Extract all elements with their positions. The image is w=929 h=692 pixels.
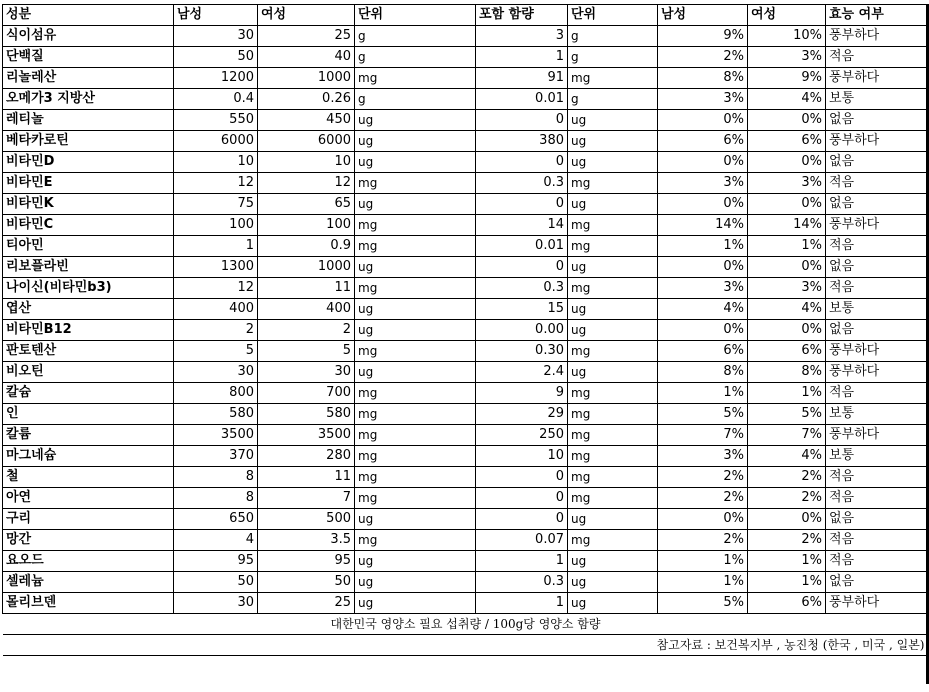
- cell-content-unit: ug: [568, 509, 658, 530]
- cell-male: 6000: [174, 131, 258, 152]
- cell-component: 단백질: [3, 47, 174, 68]
- table-row: [3, 446, 929, 467]
- cell-female: 0.26: [258, 89, 355, 110]
- cell-content: 1: [476, 593, 568, 614]
- header-female-pct: 여성: [748, 5, 826, 26]
- cell-content-unit: mg: [568, 467, 658, 488]
- cell-male-pct: 0%: [658, 509, 748, 530]
- cell-male: 1: [174, 236, 258, 257]
- cell-content: 0: [476, 257, 568, 278]
- footer-note: 대한민국 영양소 필요 섭취량 / 100g당 영양소 함량: [3, 614, 929, 635]
- cell-content-unit: mg: [568, 383, 658, 404]
- table-row: [3, 320, 929, 341]
- cell-female-pct: 3%: [748, 47, 826, 68]
- cell-female: 25: [258, 26, 355, 47]
- cell-content-unit: ug: [568, 593, 658, 614]
- cell-efficacy: 적음: [826, 173, 929, 194]
- cell-content: 0.3: [476, 173, 568, 194]
- cell-female: 450: [258, 110, 355, 131]
- cell-efficacy: 보통: [826, 299, 929, 320]
- cell-male: 50: [174, 47, 258, 68]
- table-row: [3, 551, 929, 572]
- cell-content-unit: mg: [568, 278, 658, 299]
- cell-female-pct: 1%: [748, 383, 826, 404]
- cell-male: 10: [174, 152, 258, 173]
- cell-male: 0.4: [174, 89, 258, 110]
- cell-content: 0: [476, 110, 568, 131]
- cell-unit: ug: [355, 551, 476, 572]
- cell-unit: mg: [355, 278, 476, 299]
- cell-component: 레티놀: [3, 110, 174, 131]
- cell-content: 9: [476, 383, 568, 404]
- cell-male-pct: 0%: [658, 257, 748, 278]
- cell-female-pct: 6%: [748, 593, 826, 614]
- cell-female: 280: [258, 446, 355, 467]
- cell-content: 10: [476, 446, 568, 467]
- cell-female-pct: 0%: [748, 194, 826, 215]
- cell-female: 30: [258, 362, 355, 383]
- source-row: [3, 635, 929, 656]
- cell-efficacy: 없음: [826, 194, 929, 215]
- cell-content: 1: [476, 551, 568, 572]
- cell-unit: ug: [355, 362, 476, 383]
- cell-component: 리놀레산: [3, 68, 174, 89]
- table-row: [3, 362, 929, 383]
- cell-component: 아연: [3, 488, 174, 509]
- table-row: [3, 236, 929, 257]
- cell-efficacy: 없음: [826, 110, 929, 131]
- table-row: [3, 257, 929, 278]
- cell-female-pct: 0%: [748, 110, 826, 131]
- cell-male: 580: [174, 404, 258, 425]
- table-row: [3, 425, 929, 446]
- cell-content: 2.4: [476, 362, 568, 383]
- cell-content: 0.30: [476, 341, 568, 362]
- cell-male-pct: 2%: [658, 530, 748, 551]
- cell-female-pct: 3%: [748, 278, 826, 299]
- cell-unit: mg: [355, 341, 476, 362]
- cell-female: 1000: [258, 68, 355, 89]
- footer-row: [3, 614, 929, 635]
- cell-male: 30: [174, 593, 258, 614]
- cell-efficacy: 적음: [826, 530, 929, 551]
- cell-male: 1300: [174, 257, 258, 278]
- cell-content-unit: mg: [568, 68, 658, 89]
- cell-female-pct: 0%: [748, 320, 826, 341]
- cell-female-pct: 5%: [748, 404, 826, 425]
- cell-female-pct: 1%: [748, 551, 826, 572]
- cell-male-pct: 0%: [658, 320, 748, 341]
- cell-female: 400: [258, 299, 355, 320]
- cell-efficacy: 풍부하다: [826, 341, 929, 362]
- cell-male: 8: [174, 488, 258, 509]
- cell-content-unit: ug: [568, 194, 658, 215]
- cell-male-pct: 1%: [658, 572, 748, 593]
- cell-male-pct: 6%: [658, 131, 748, 152]
- cell-content-unit: ug: [568, 572, 658, 593]
- cell-male: 95: [174, 551, 258, 572]
- cell-unit: mg: [355, 404, 476, 425]
- table-row: [3, 89, 929, 110]
- header-efficacy: 효능 여부: [826, 5, 929, 26]
- cell-component: 비타민D: [3, 152, 174, 173]
- cell-male-pct: 8%: [658, 68, 748, 89]
- cell-component: 칼륨: [3, 425, 174, 446]
- cell-male-pct: 3%: [658, 173, 748, 194]
- cell-content-unit: ug: [568, 257, 658, 278]
- cell-content: 1: [476, 47, 568, 68]
- cell-unit: ug: [355, 257, 476, 278]
- header-row: [3, 5, 929, 26]
- cell-unit: ug: [355, 194, 476, 215]
- cell-male-pct: 3%: [658, 278, 748, 299]
- table-row: [3, 383, 929, 404]
- cell-female-pct: 0%: [748, 257, 826, 278]
- cell-female: 10: [258, 152, 355, 173]
- cell-male-pct: 4%: [658, 299, 748, 320]
- cell-female-pct: 6%: [748, 131, 826, 152]
- cell-content-unit: ug: [568, 299, 658, 320]
- cell-unit: mg: [355, 236, 476, 257]
- cell-male: 50: [174, 572, 258, 593]
- cell-content: 0: [476, 467, 568, 488]
- table-row: [3, 509, 929, 530]
- cell-content: 380: [476, 131, 568, 152]
- cell-male-pct: 7%: [658, 425, 748, 446]
- cell-content: 0.3: [476, 278, 568, 299]
- cell-content-unit: mg: [568, 488, 658, 509]
- cell-unit: mg: [355, 425, 476, 446]
- cell-content-unit: g: [568, 89, 658, 110]
- table-row: [3, 278, 929, 299]
- header-female: 여성: [258, 5, 355, 26]
- cell-male-pct: 2%: [658, 467, 748, 488]
- header-content: 포함 함량: [476, 5, 568, 26]
- table-row: [3, 215, 929, 236]
- cell-male-pct: 3%: [658, 89, 748, 110]
- cell-efficacy: 풍부하다: [826, 26, 929, 47]
- cell-female: 40: [258, 47, 355, 68]
- cell-content-unit: ug: [568, 320, 658, 341]
- cell-content: 0: [476, 509, 568, 530]
- cell-unit: g: [355, 47, 476, 68]
- cell-content-unit: mg: [568, 215, 658, 236]
- source-note: 참고자료 : 보건복지부 , 농진청 (한국 , 미국 , 일본): [3, 635, 929, 656]
- cell-component: 마그네슘: [3, 446, 174, 467]
- cell-male: 5: [174, 341, 258, 362]
- cell-male-pct: 3%: [658, 446, 748, 467]
- cell-content: 0: [476, 152, 568, 173]
- table-row: [3, 299, 929, 320]
- cell-male-pct: 1%: [658, 551, 748, 572]
- cell-male: 650: [174, 509, 258, 530]
- cell-efficacy: 적음: [826, 383, 929, 404]
- cell-male-pct: 1%: [658, 383, 748, 404]
- cell-component: 철: [3, 467, 174, 488]
- table-row: [3, 572, 929, 593]
- cell-female: 11: [258, 278, 355, 299]
- cell-male-pct: 5%: [658, 404, 748, 425]
- cell-female-pct: 3%: [748, 173, 826, 194]
- table-row: [3, 68, 929, 89]
- cell-unit: ug: [355, 152, 476, 173]
- cell-content: 0.01: [476, 89, 568, 110]
- cell-male: 8: [174, 467, 258, 488]
- cell-male-pct: 1%: [658, 236, 748, 257]
- header-male-pct: 남성: [658, 5, 748, 26]
- cell-unit: g: [355, 89, 476, 110]
- cell-female-pct: 4%: [748, 89, 826, 110]
- header-content-unit: 단위: [568, 5, 658, 26]
- cell-unit: mg: [355, 173, 476, 194]
- cell-male-pct: 9%: [658, 26, 748, 47]
- cell-male: 12: [174, 278, 258, 299]
- cell-content: 0: [476, 194, 568, 215]
- cell-component: 오메가3 지방산: [3, 89, 174, 110]
- cell-unit: g: [355, 26, 476, 47]
- cell-efficacy: 없음: [826, 509, 929, 530]
- cell-unit: mg: [355, 467, 476, 488]
- cell-content: 0.07: [476, 530, 568, 551]
- cell-male-pct: 0%: [658, 194, 748, 215]
- table-row: [3, 488, 929, 509]
- cell-male: 800: [174, 383, 258, 404]
- cell-content-unit: ug: [568, 362, 658, 383]
- cell-component: 인: [3, 404, 174, 425]
- cell-male: 3500: [174, 425, 258, 446]
- cell-content-unit: ug: [568, 551, 658, 572]
- cell-content: 0.3: [476, 572, 568, 593]
- cell-female: 580: [258, 404, 355, 425]
- cell-female: 3.5: [258, 530, 355, 551]
- table-row: [3, 404, 929, 425]
- cell-content-unit: g: [568, 47, 658, 68]
- cell-female: 100: [258, 215, 355, 236]
- cell-male-pct: 2%: [658, 47, 748, 68]
- cell-male: 4: [174, 530, 258, 551]
- cell-female-pct: 9%: [748, 68, 826, 89]
- cell-component: 식이섬유: [3, 26, 174, 47]
- cell-female: 3500: [258, 425, 355, 446]
- cell-male: 75: [174, 194, 258, 215]
- cell-content: 250: [476, 425, 568, 446]
- cell-content: 0.01: [476, 236, 568, 257]
- cell-content-unit: mg: [568, 530, 658, 551]
- cell-content: 29: [476, 404, 568, 425]
- cell-male: 30: [174, 362, 258, 383]
- cell-component: 비타민E: [3, 173, 174, 194]
- table-row: [3, 152, 929, 173]
- table-row: [3, 194, 929, 215]
- cell-male-pct: 5%: [658, 593, 748, 614]
- table-row: [3, 530, 929, 551]
- cell-female-pct: 0%: [748, 509, 826, 530]
- cell-female: 50: [258, 572, 355, 593]
- cell-component: 칼슘: [3, 383, 174, 404]
- cell-component: 비오틴: [3, 362, 174, 383]
- cell-content-unit: ug: [568, 110, 658, 131]
- cell-content-unit: ug: [568, 131, 658, 152]
- cell-male: 12: [174, 173, 258, 194]
- cell-male: 1200: [174, 68, 258, 89]
- cell-content-unit: mg: [568, 236, 658, 257]
- cell-component: 비타민C: [3, 215, 174, 236]
- cell-efficacy: 없음: [826, 320, 929, 341]
- header-male: 남성: [174, 5, 258, 26]
- cell-efficacy: 적음: [826, 47, 929, 68]
- cell-content-unit: ug: [568, 152, 658, 173]
- cell-content-unit: mg: [568, 173, 658, 194]
- cell-female-pct: 14%: [748, 215, 826, 236]
- cell-component: 티아민: [3, 236, 174, 257]
- cell-male: 550: [174, 110, 258, 131]
- cell-female-pct: 10%: [748, 26, 826, 47]
- cell-efficacy: 보통: [826, 404, 929, 425]
- cell-unit: mg: [355, 215, 476, 236]
- cell-male-pct: 0%: [658, 152, 748, 173]
- cell-unit: mg: [355, 530, 476, 551]
- cell-female: 12: [258, 173, 355, 194]
- cell-efficacy: 적음: [826, 236, 929, 257]
- cell-component: 엽산: [3, 299, 174, 320]
- table-row: [3, 341, 929, 362]
- cell-female: 95: [258, 551, 355, 572]
- cell-female-pct: 0%: [748, 152, 826, 173]
- cell-unit: ug: [355, 593, 476, 614]
- cell-female: 1000: [258, 257, 355, 278]
- table-row: [3, 47, 929, 68]
- table-row: [3, 110, 929, 131]
- cell-unit: mg: [355, 446, 476, 467]
- cell-content-unit: g: [568, 26, 658, 47]
- cell-unit: ug: [355, 131, 476, 152]
- cell-component: 비타민K: [3, 194, 174, 215]
- table-row: [3, 26, 929, 47]
- cell-efficacy: 풍부하다: [826, 362, 929, 383]
- cell-component: 리보플라빈: [3, 257, 174, 278]
- cell-content: 14: [476, 215, 568, 236]
- cell-female: 11: [258, 467, 355, 488]
- cell-male-pct: 2%: [658, 488, 748, 509]
- cell-component: 베타카로틴: [3, 131, 174, 152]
- cell-unit: ug: [355, 509, 476, 530]
- cell-female: 25: [258, 593, 355, 614]
- cell-unit: ug: [355, 320, 476, 341]
- cell-female-pct: 6%: [748, 341, 826, 362]
- header-unit: 단위: [355, 5, 476, 26]
- cell-male-pct: 8%: [658, 362, 748, 383]
- cell-efficacy: 적음: [826, 278, 929, 299]
- cell-male: 30: [174, 26, 258, 47]
- cell-component: 셀레늄: [3, 572, 174, 593]
- cell-efficacy: 보통: [826, 89, 929, 110]
- cell-unit: ug: [355, 572, 476, 593]
- cell-efficacy: 풍부하다: [826, 131, 929, 152]
- table-row: [3, 593, 929, 614]
- cell-efficacy: 보통: [826, 446, 929, 467]
- nutrient-table: [2, 4, 929, 656]
- cell-female: 2: [258, 320, 355, 341]
- cell-component: 요오드: [3, 551, 174, 572]
- cell-female: 65: [258, 194, 355, 215]
- table-row: [3, 173, 929, 194]
- cell-female-pct: 8%: [748, 362, 826, 383]
- cell-unit: mg: [355, 68, 476, 89]
- cell-efficacy: 없음: [826, 257, 929, 278]
- table-row: [3, 467, 929, 488]
- cell-efficacy: 풍부하다: [826, 425, 929, 446]
- cell-content: 0.00: [476, 320, 568, 341]
- cell-female: 500: [258, 509, 355, 530]
- cell-efficacy: 없음: [826, 152, 929, 173]
- cell-male: 400: [174, 299, 258, 320]
- cell-unit: mg: [355, 383, 476, 404]
- cell-content: 91: [476, 68, 568, 89]
- cell-content-unit: mg: [568, 425, 658, 446]
- cell-female: 6000: [258, 131, 355, 152]
- cell-component: 망간: [3, 530, 174, 551]
- cell-unit: ug: [355, 110, 476, 131]
- cell-female: 7: [258, 488, 355, 509]
- cell-male-pct: 6%: [658, 341, 748, 362]
- cell-female-pct: 2%: [748, 467, 826, 488]
- cell-male: 2: [174, 320, 258, 341]
- cell-female-pct: 1%: [748, 572, 826, 593]
- cell-component: 판토텐산: [3, 341, 174, 362]
- cell-component: 구리: [3, 509, 174, 530]
- cell-content-unit: mg: [568, 446, 658, 467]
- table-row: [3, 131, 929, 152]
- header-component: 성분: [3, 5, 174, 26]
- cell-content: 15: [476, 299, 568, 320]
- cell-efficacy: 풍부하다: [826, 68, 929, 89]
- cell-female: 0.9: [258, 236, 355, 257]
- cell-efficacy: 적음: [826, 467, 929, 488]
- cell-content-unit: mg: [568, 341, 658, 362]
- cell-efficacy: 풍부하다: [826, 215, 929, 236]
- cell-content-unit: mg: [568, 404, 658, 425]
- cell-male: 100: [174, 215, 258, 236]
- cell-unit: ug: [355, 299, 476, 320]
- cell-efficacy: 풍부하다: [826, 593, 929, 614]
- cell-female-pct: 2%: [748, 530, 826, 551]
- cell-efficacy: 적음: [826, 488, 929, 509]
- cell-female-pct: 4%: [748, 446, 826, 467]
- cell-component: 비타민B12: [3, 320, 174, 341]
- cell-male-pct: 14%: [658, 215, 748, 236]
- cell-female-pct: 2%: [748, 488, 826, 509]
- cell-efficacy: 적음: [826, 551, 929, 572]
- cell-female: 5: [258, 341, 355, 362]
- cell-unit: mg: [355, 488, 476, 509]
- cell-component: 나이신(비타민b3): [3, 278, 174, 299]
- cell-female: 700: [258, 383, 355, 404]
- cell-male: 370: [174, 446, 258, 467]
- cell-component: 몰리브덴: [3, 593, 174, 614]
- cell-male-pct: 0%: [658, 110, 748, 131]
- cell-content: 3: [476, 26, 568, 47]
- cell-content: 0: [476, 488, 568, 509]
- cell-female-pct: 7%: [748, 425, 826, 446]
- cell-female-pct: 1%: [748, 236, 826, 257]
- cell-female-pct: 4%: [748, 299, 826, 320]
- cell-efficacy: 없음: [826, 572, 929, 593]
